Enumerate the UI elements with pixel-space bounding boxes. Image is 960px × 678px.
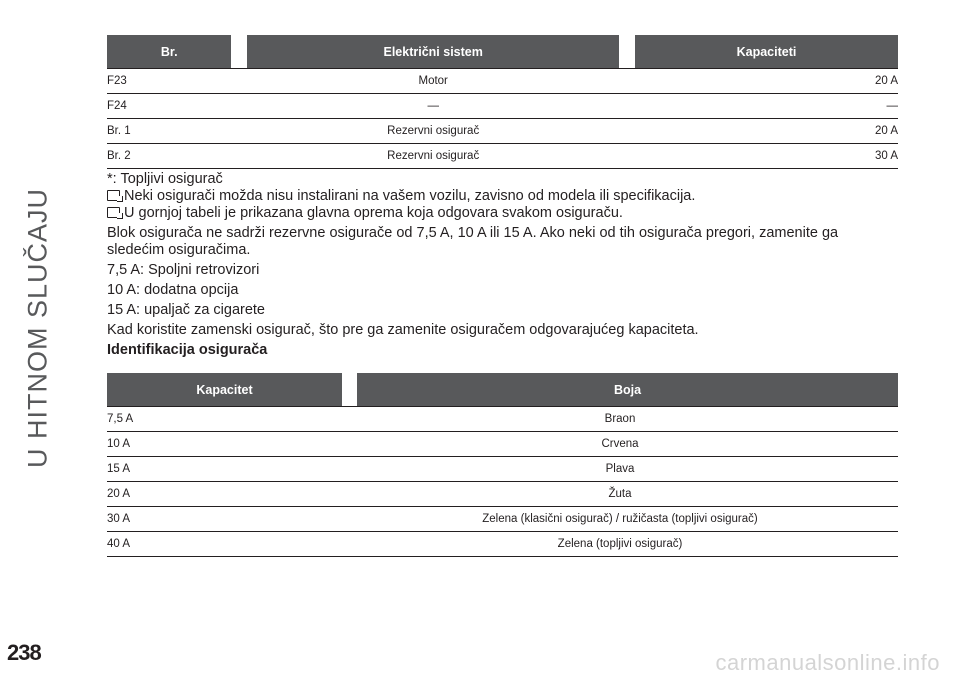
page-number: 238	[7, 640, 41, 665]
fuse-number-cell: F23	[107, 69, 231, 94]
fuse-color-table	[107, 373, 898, 557]
note-text: U gornjoj tabeli je prikazana glavna oprema koja odgovara svakom osiguraču.	[124, 205, 623, 221]
fuse-capacity-cell: 30 A	[635, 144, 898, 169]
fuse-capacity-cell: 20 A	[635, 69, 898, 94]
fuse-number-cell: F24	[107, 94, 231, 119]
fuse-system-cell: Motor	[231, 69, 635, 94]
fuse-capacity-cell: —	[635, 94, 898, 119]
capacity-cell: 10 A	[107, 432, 342, 457]
section-heading: Identifikacija osigurača	[107, 342, 268, 358]
footnote: *: Topljivi osigurač	[107, 171, 223, 187]
fuse-system-cell: —	[231, 94, 635, 119]
color-cell: Braon	[342, 407, 898, 432]
watermark: carmanualsonline.info	[715, 650, 940, 675]
fuse-number-cell: Br. 1	[107, 119, 231, 144]
fuse-table-header-capacity: Kapaciteti	[635, 35, 898, 69]
color-cell: Crvena	[342, 432, 898, 457]
table-row	[107, 532, 898, 557]
color-cell: Plava	[342, 457, 898, 482]
body-text	[107, 171, 899, 359]
capacity-cell: 20 A	[107, 482, 342, 507]
fuse-system-cell: Rezervni osigurač	[231, 119, 635, 144]
color-table-header-color: Boja	[357, 373, 898, 407]
paragraph: Blok osigurača ne sadrži rezervne osigurače od 7,5 A, 10 A ili 15 A. Ako neki od tih osigurača pregori, zamenite ga sledećim osiguračima.	[107, 225, 839, 258]
table-row	[107, 94, 898, 119]
table-row	[107, 144, 898, 169]
table-row	[107, 507, 898, 532]
color-cell: Žuta	[342, 482, 898, 507]
note-item	[107, 205, 899, 222]
fuse-table-header-system: Električni sistem	[247, 35, 619, 69]
capacity-cell: 7,5 A	[107, 407, 342, 432]
capacity-cell: 30 A	[107, 507, 342, 532]
note-text: Neki osigurači možda nisu instalirani na vašem vozilu, zavisno od modela ili specifikacija.	[124, 188, 696, 204]
paragraph: 7,5 A: Spoljni retrovizori	[107, 262, 260, 278]
fuse-system-cell: Rezervni osigurač	[231, 144, 635, 169]
paragraph: 10 A: dodatna opcija	[107, 282, 239, 298]
table-row	[107, 432, 898, 457]
note-icon	[107, 207, 120, 218]
fuse-capacity-cell: 20 A	[635, 119, 898, 144]
note-icon	[107, 190, 120, 201]
capacity-cell: 15 A	[107, 457, 342, 482]
capacity-cell: 40 A	[107, 532, 342, 557]
color-cell: Zelena (topljivi osigurač)	[342, 532, 898, 557]
paragraph: 15 A: upaljač za cigarete	[107, 302, 265, 318]
table-row	[107, 407, 898, 432]
fuse-table	[107, 35, 898, 169]
color-table-header-capacity: Kapacitet	[107, 373, 342, 407]
table-row	[107, 457, 898, 482]
color-cell: Zelena (klasični osigurač) / ružičasta (topljivi osigurač)	[342, 507, 898, 532]
table-row	[107, 119, 898, 144]
chapter-side-title: U HITNOM SLUČAJU	[22, 187, 53, 469]
table-row	[107, 69, 898, 94]
fuse-table-header-number: Br.	[107, 35, 231, 69]
paragraph: Kad koristite zamenski osigurač, što pre ga zamenite osiguračem odgovarajućeg kapaciteta.	[107, 322, 699, 338]
note-item	[107, 188, 899, 205]
table-row	[107, 482, 898, 507]
fuse-number-cell: Br. 2	[107, 144, 231, 169]
